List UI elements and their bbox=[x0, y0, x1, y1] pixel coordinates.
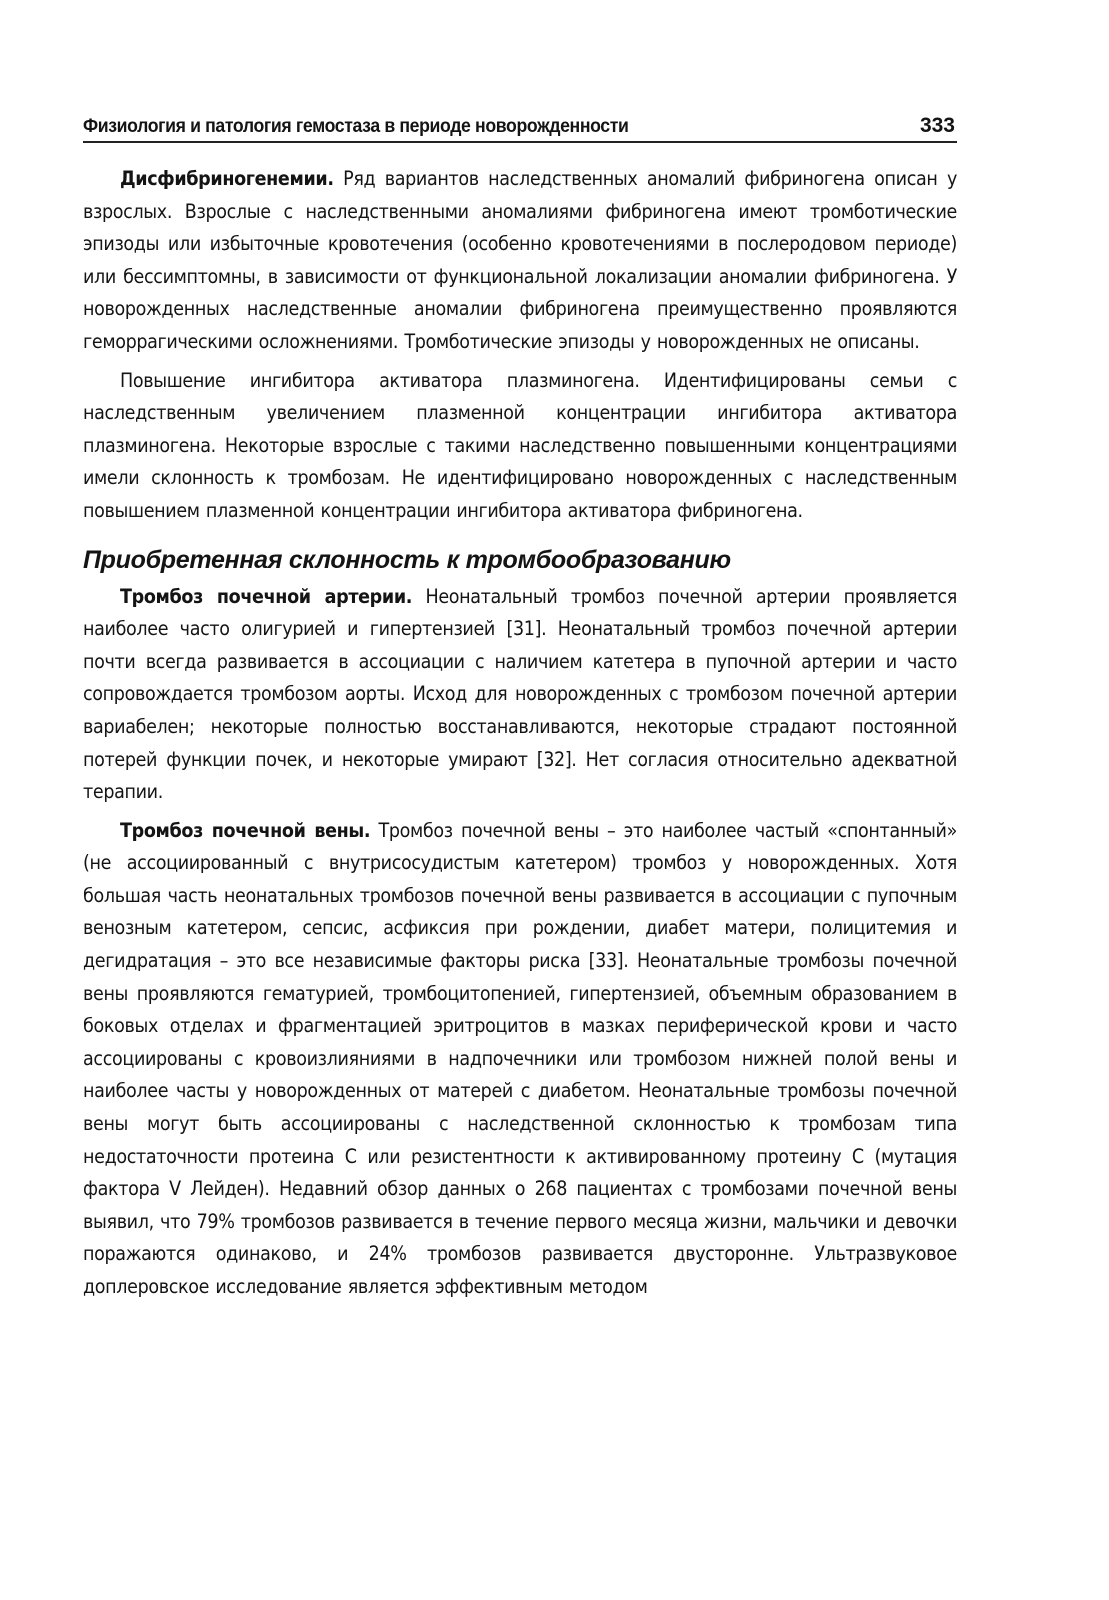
paragraph-lead: Дисфибриногенемии. bbox=[120, 167, 334, 190]
page-number: 333 bbox=[919, 114, 955, 137]
paragraph-lead: Тромбоз почечной вены. bbox=[120, 818, 371, 842]
body-text bbox=[83, 163, 957, 1304]
book-page bbox=[83, 100, 957, 1304]
paragraph-text: Неонатальный тромбоз почечной артерии проявляется наиболее часто олигурией и гипертензией [31]. Неонатальный тромбоз почечной артерии почти всегда развивается в ассоциации с наличием катетера в пупочной артерии и часто сопровождается тромбозом аорты. Исход для новорожденных с тромбозом почечной артерии вариабелен; некоторые полностью восстанавливаются, некоторые страдают постоянной потерей функции почек, и некоторые умирают [32]. Нет согласия относительно адекватной терапии. bbox=[83, 584, 958, 804]
paragraph-lead: Тромбоз почечной артерии. bbox=[120, 584, 413, 608]
paragraph-text: Повышение ингибитора активатора плазминогена. Идентифицированы семьи с наследственным увеличением плазменной концентрации ингибитора активатора плазминогена. Некоторые взрослые с такими наследственно повышенными концентрациями имели склонность к тромбозам. Не идентифицировано новорожденных с наследственным повышением плазменной концентрации ингибитора активатора фибриногена. bbox=[83, 368, 957, 522]
paragraph-text: Тромбоз почечной вены – это наиболее частый «спонтанный» (не ассоциированный с внутрисосудистым катетером) тромбоз у новорожденных. Хотя большая часть неонатальных тромбозов почечной вены развивается в ассоциации с пупочным венозным катетером, сепсис, асфиксия при рождении, диабет матери, полицитемия и дегидратация – это все независимые факторы риска [33]. Неонатальные тромбозы почечной вены проявляются гематурией, тромбоцитопенией, гипертензией, объемным образованием в боковых отделах и фрагментацией эритроцитов в мазках периферической крови и часто ассоциированы с кровоизлияниями в надпочечники или тромбозом нижней полой вены и наиболее часты у новорожденных от матерей с диабетом. Неонатальные тромбозы почечной вены могут быть ассоциированы с наследственной склонностью к тромбозам типа недостаточности протеина С или резистентности к активированному протеину С (мутация фактора V Лейден). Недавний обзор данных о 268 пациентах с тромбозами почечной вены выявил, что 79% тромбозов развивается в течение первого месяца жизни, мальчики и девочки поражаются одинаково, и 24% тромбозов развивается двусторонне. Ультразвуковое доплеровское исследование является эффективным методом bbox=[83, 818, 957, 1298]
paragraph-dysfibrinogenemia bbox=[83, 163, 957, 359]
paragraph-renal-artery-thrombosis bbox=[83, 581, 957, 809]
paragraph-renal-vein-thrombosis bbox=[83, 815, 957, 1304]
paragraph-pai-increase bbox=[83, 365, 957, 528]
paragraph-text: Ряд вариантов наследственных аномалий фибриногена описан у взрослых. Взрослые с наследственными аномалиями фибриногена имеют тромботические эпизоды или избыточные кровотечения (особенно кровотечениями в послеродовом периоде) или бессимптомны, в зависимости от функциональной локализации аномалии фибриногена. У новорожденных наследственные аномалии фибриногена преимущественно проявляются геморрагическими осложнениями. Тромботические эпизоды у новорожденных не описаны. bbox=[83, 167, 957, 353]
section-heading: Приобретенная склонность к тромбообразованию bbox=[83, 545, 731, 574]
running-title: Физиология и патология гемостаза в периоде новорожденности bbox=[83, 116, 629, 137]
running-header bbox=[83, 100, 957, 143]
